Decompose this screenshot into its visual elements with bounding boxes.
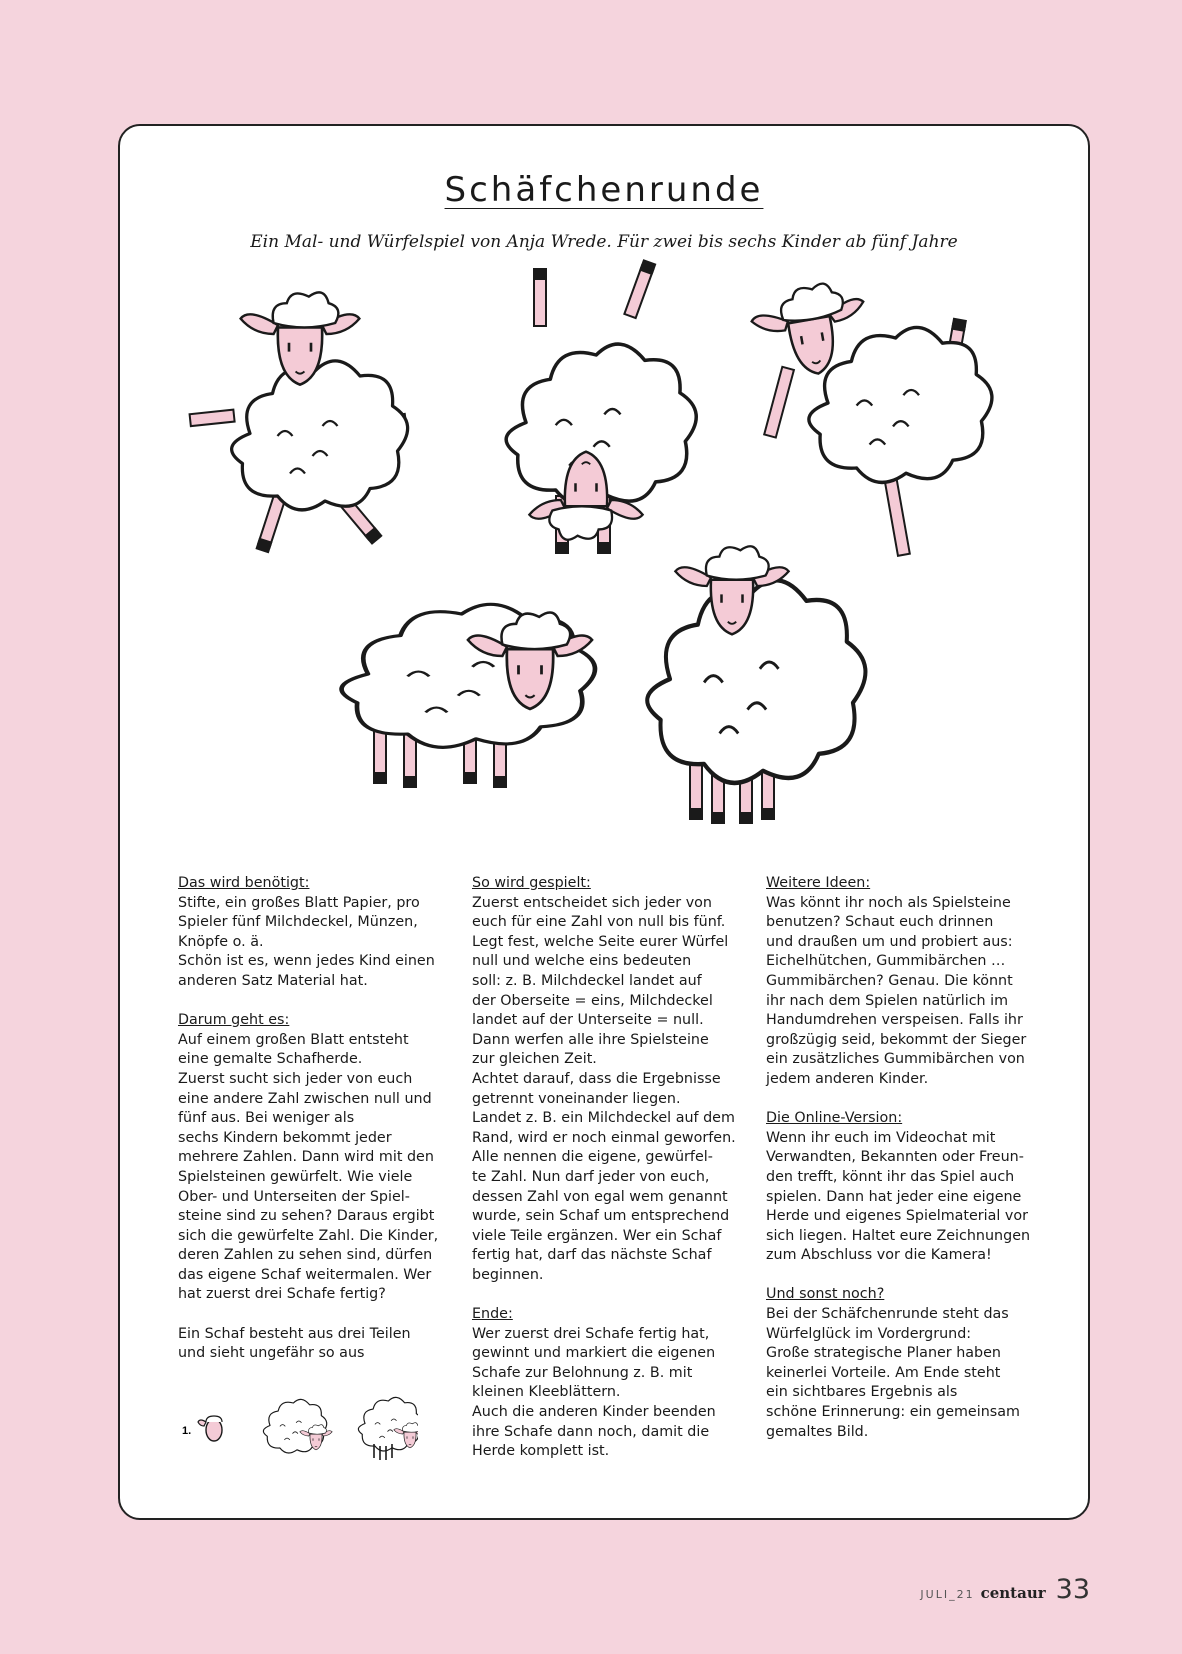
text-line: sich die gewürfelte Zahl. Die Kinder, (178, 1227, 439, 1244)
text-line: Alle nennen die eigene, gewürfel- (472, 1149, 713, 1166)
section-heading: Weitere Ideen: (766, 875, 871, 891)
text-line: Gummibärchen? Genau. Die könnt (766, 972, 1013, 989)
text-line: Große strategische Planer haben (766, 1345, 1001, 1362)
section-heading: Darum geht es: (178, 1012, 290, 1029)
text-line: keinerlei Vorteile. Am Ende steht (766, 1364, 1001, 1381)
step-1-label: 1. (182, 1425, 192, 1437)
text-line: eine andere Zahl zwischen null und (178, 1090, 432, 1107)
text-line: landet auf der Unterseite = null. (472, 1012, 704, 1029)
text-line: Ober- und Unterseiten der Spiel- (178, 1188, 410, 1205)
page-footer (920, 1574, 1090, 1605)
text-line: Was könnt ihr noch als Spielsteine (766, 894, 1011, 911)
text-line: und draußen um und probiert aus: (766, 933, 1013, 950)
sheep-2-drawing (506, 259, 696, 554)
column-2 (472, 874, 747, 1481)
text-line: sechs Kindern bekommt jeder (178, 1129, 392, 1146)
text-line: Spieler fünf Milchdeckel, Münzen, (178, 914, 418, 931)
section-heading: So wird gespielt: (472, 875, 591, 891)
text-line: Schafe zur Belohnung z. B. mit (472, 1364, 693, 1381)
text-line: zur gleichen Zeit. (472, 1051, 597, 1068)
text-line: Spielsteinen gewürfelt. Wie viele (178, 1168, 413, 1185)
text-line: jedem anderen Kinder. (766, 1070, 929, 1087)
text-line: anderen Satz Material hat. (178, 972, 368, 989)
sheep-3-drawing (747, 277, 992, 556)
section-1-2 (178, 1011, 453, 1305)
section-1-1 (178, 874, 453, 992)
section-3-1 (766, 874, 1041, 1090)
text-line: Dann werfen alle ihre Spielsteine (472, 1031, 709, 1048)
text-line: ihr nach dem Spielen natürlich im (766, 992, 1009, 1009)
section-heading: Die Online-Version: (766, 1110, 903, 1127)
section-3-2 (766, 1109, 1041, 1266)
text-line: das eigene Schaf weitermalen. Wer (178, 1266, 432, 1283)
sheep-1-drawing (190, 292, 408, 553)
text-line: Würfelglück im Vordergrund: (766, 1325, 972, 1342)
text-line: deren Zahlen zu sehen sind, dürfen (178, 1247, 433, 1264)
text-line: gewinnt und markiert die eigenen (472, 1345, 716, 1362)
text-line: steine sind zu sehen? Daraus ergibt (178, 1208, 435, 1225)
text-line: ihre Schafe dann noch, damit die (472, 1423, 710, 1440)
text-line: Eichelhütchen, Gummibärchen … (766, 953, 1006, 970)
text-line: Achtet darauf, dass die Ergebnisse (472, 1070, 721, 1087)
text-line: te Zahl. Nun darf jeder von euch, (472, 1168, 710, 1185)
sheep-5-drawing (647, 546, 865, 824)
section-heading: Ende: (472, 1306, 513, 1323)
brand-logo: centaur (980, 1584, 1046, 1602)
issue-label: JULI_21 (920, 1588, 975, 1601)
text-line: wurde, sein Schaf um entsprechend (472, 1208, 730, 1225)
text-line: Herde und eigenes Spielmaterial vor (766, 1208, 1029, 1225)
text-line: Verwandten, Bekannten oder Freun- (766, 1149, 1024, 1166)
section-3-3 (766, 1285, 1041, 1442)
text-line: Schön ist es, wenn jedes Kind einen (178, 953, 435, 970)
section-heading: Das wird benötigt: (178, 875, 310, 891)
text-line: gemaltes Bild. (766, 1423, 869, 1440)
text-line: fünf aus. Bei weniger als (178, 1110, 355, 1127)
text-line: spielen. Dann hat jeder eine eigene (766, 1188, 1022, 1205)
text-line: großzügig seid, bekommt der Sieger (766, 1031, 1027, 1048)
text-line: eine gemalte Schafherde. (178, 1051, 363, 1068)
game-card (118, 124, 1090, 1520)
text-line: Knöpfe o. ä. (178, 933, 264, 950)
text-line: fertig hat, darf das nächste Schaf (472, 1247, 712, 1264)
text-line: getrennt voneinander liegen. (472, 1090, 681, 1107)
text-line: soll: z. B. Milchdeckel landet auf (472, 972, 702, 989)
text-line: Zuerst sucht sich jeder von euch (178, 1070, 413, 1087)
text-line: ein sichtbares Ergebnis als (766, 1384, 958, 1401)
text-line: Ein Schaf besteht aus drei Teilen (178, 1325, 411, 1342)
text-line: beginnen. (472, 1266, 544, 1283)
text-line: Stifte, ein großes Blatt Papier, pro (178, 894, 420, 911)
text-line: Legt fest, welche Seite eurer Würfel (472, 933, 729, 950)
text-line: der Oberseite = eins, Milchdeckel (472, 992, 713, 1009)
text-line: Rand, wird er noch einmal geworfen. (472, 1129, 736, 1146)
text-line: Landet z. B. ein Milchdeckel auf dem (472, 1110, 735, 1127)
text-line: hat zuerst drei Schafe fertig? (178, 1286, 386, 1303)
text-line: euch für eine Zahl von null bis fünf. (472, 914, 726, 931)
section-heading: Und sonst noch? (766, 1286, 885, 1303)
text-line: zum Abschluss vor die Kamera! (766, 1247, 992, 1264)
text-line: kleinen Kleeblättern. (472, 1384, 621, 1401)
text-line: Wenn ihr euch im Videochat mit (766, 1129, 996, 1146)
text-line: und sieht ungefähr so aus (178, 1345, 365, 1362)
sheep-steps-diagram (178, 1394, 418, 1464)
text-line: ein zusätzliches Gummibärchen von (766, 1051, 1025, 1068)
text-line: benutzen? Schaut euch drinnen (766, 914, 994, 931)
column-1 (178, 874, 453, 1383)
column-3 (766, 874, 1041, 1462)
text-line: null und welche eins bedeuten (472, 953, 692, 970)
text-line: den trefft, könnt ihr das Spiel auch (766, 1168, 1015, 1185)
text-line: Auch die anderen Kinder beenden (472, 1404, 716, 1421)
section-1-3 (178, 1325, 453, 1364)
text-line: dessen Zahl von egal wem genannt (472, 1188, 728, 1205)
sheep-illustrations (120, 126, 1088, 846)
page-number: 33 (1055, 1574, 1090, 1605)
text-line: sich liegen. Haltet eure Zeichnungen (766, 1227, 1031, 1244)
text-line: Handumdrehen verspeisen. Falls ihr (766, 1012, 1023, 1029)
text-line: mehrere Zahlen. Dann wird mit den (178, 1149, 434, 1166)
text-line: Auf einem großen Blatt entsteht (178, 1031, 409, 1048)
section-2-1 (472, 874, 747, 1285)
page-subtitle: Ein Mal- und Würfelspiel von Anja Wrede. Für zwei bis sechs Kinder ab fünf Jahre (250, 232, 958, 252)
text-line: Bei der Schäfchenrunde steht das (766, 1306, 1009, 1323)
text-line: viele Teile ergänzen. Wer ein Schaf (472, 1227, 722, 1244)
text-line: schöne Erinnerung: ein gemeinsam (766, 1404, 1020, 1421)
sheep-4-drawing (342, 604, 595, 788)
text-line: Zuerst entscheidet sich jeder von (472, 894, 712, 911)
text-line: Wer zuerst drei Schafe fertig hat, (472, 1325, 710, 1342)
text-line: Herde komplett ist. (472, 1443, 610, 1460)
page-title: Schäfchenrunde (444, 170, 764, 210)
section-2-2 (472, 1305, 747, 1462)
